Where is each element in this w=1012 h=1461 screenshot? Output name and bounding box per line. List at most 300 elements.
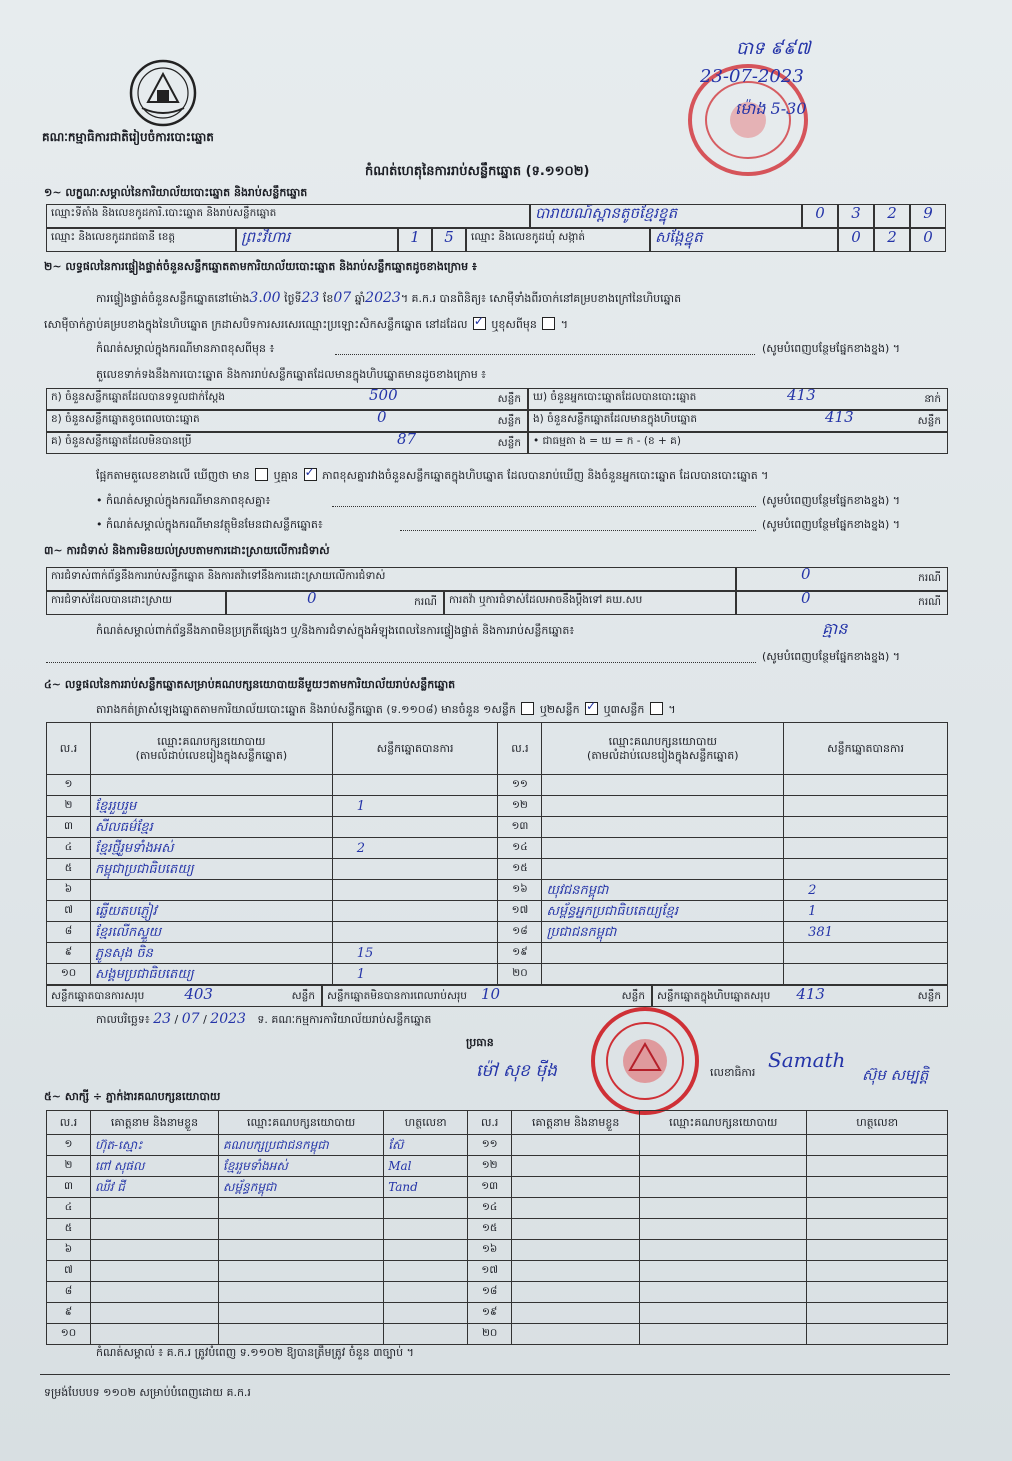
ka-label: ក) ចំនួនសន្លឹកឆ្នោតដែលបានទទួលជាក់ស្ដែង — [51, 391, 226, 403]
s2-p3-text: កំណត់សម្គាល់ក្នុងករណីមានភាពខុសពីមុន ៖ — [96, 342, 275, 355]
gho-value: 413 — [787, 388, 816, 404]
kha-label: ខ) ចំនួនសន្លឹកឆ្នោតខូចពេលបោះឆ្នោត — [51, 413, 200, 425]
wit-name-left — [90, 1324, 218, 1345]
wit-party-left — [219, 1303, 384, 1324]
res-no-right: ១១ — [498, 775, 542, 796]
s2-b2-fill-note: (សូមបំពេញបន្ថែមផ្នែកខាងខ្នង) ។ — [762, 518, 901, 531]
s2-b2-dotline — [400, 530, 756, 531]
res-no-left: ១០ — [47, 964, 91, 985]
section1-heading: ១~ លក្ខណៈសម្គាល់នៃការិយាល័យបោះឆ្នោត និងរាប់សន្លឹកឆ្នោត — [44, 186, 308, 199]
wit-sign-right — [807, 1177, 948, 1198]
gho-label: ឃ) ចំនួនអ្នកបោះឆ្នោតដែលបានបោះឆ្នោត — [533, 391, 697, 403]
s4-intro-c: ឬ៣សន្លឹក — [603, 703, 645, 716]
res-party-left — [91, 880, 333, 901]
gho-unit: នាក់ — [924, 393, 941, 405]
wit-name-left — [90, 1240, 218, 1261]
res-no-right: ១៨ — [498, 922, 542, 943]
wit-party-right — [640, 1261, 807, 1282]
official-seal — [590, 1006, 700, 1116]
wit-sign-right — [807, 1261, 948, 1282]
s2-p5-a: ផ្អែកតាមតួលេខខាងលើ ឃើញថា មាន — [96, 469, 250, 482]
secretary-signature: Samath — [768, 1048, 846, 1072]
results-table — [46, 722, 948, 985]
s2-bullet1: • កំណត់សម្គាល់ក្នុងករណីមានភាពខុសគ្នា៖ — [96, 494, 271, 507]
wit-sign-right — [807, 1303, 948, 1324]
res-party-right — [542, 817, 784, 838]
wit-no-right: ១៥ — [468, 1219, 512, 1240]
wit-sign-right — [807, 1282, 948, 1303]
wit-no-left: ៨ — [47, 1282, 91, 1303]
wit-party-right — [640, 1303, 807, 1324]
s2-p5-b: ឬគ្មាន — [273, 469, 299, 482]
res-no-right: ១៤ — [498, 838, 542, 859]
wit-no-right: ១៦ — [468, 1240, 512, 1261]
s2-bullet2: • កំណត់សម្គាល់ក្នុងករណីមានវត្ថុមិនមែនជាសន្លឹកឆ្នោត៖ — [96, 518, 323, 531]
formula-text: • ជាធម្មតា ង = ឃ = ក - (ខ + គ) — [533, 435, 681, 447]
witness-row — [47, 1324, 948, 1345]
stamp-time-hand: ម៉ោង 5-30 — [735, 99, 807, 118]
wit-col-sign-left: ហត្ថលេខា — [384, 1111, 468, 1135]
wit-sign-right — [807, 1324, 948, 1345]
witness-body — [47, 1135, 948, 1345]
wit-no-right: ២០ — [468, 1324, 512, 1345]
s1-row1-label — [46, 204, 530, 228]
ko-label: គ) ចំនួនសន្លឹកឆ្នោតដែលមិនបានប្រើ — [51, 435, 192, 447]
s3-row2-value — [226, 591, 444, 615]
wit-sign-right — [807, 1156, 948, 1177]
s1-row1-value — [530, 204, 802, 228]
res-votes-right — [784, 964, 948, 985]
wit-party-left — [219, 1261, 384, 1282]
nec-logo — [128, 58, 198, 128]
s1-row1-value-text: បារាយណ៍ស្ពានតូចខ្មែរខ្នុត — [535, 204, 678, 222]
res-party-right: ប្រជាជនកម្ពុជា — [542, 922, 784, 943]
res-votes-right: 381 — [784, 922, 948, 943]
footer-form-note: ទម្រង់បែបបទ ១១០២ សម្រាប់បំពេញដោយ គ.ក.រ — [44, 1386, 251, 1399]
same-checkbox[interactable] — [473, 317, 486, 330]
s1-code1-d4: 9 — [910, 204, 946, 228]
wit-name-left: ពៅ សុផល — [90, 1156, 218, 1177]
wit-col-name-left: គោត្តនាម និងនាមខ្លួន — [90, 1111, 218, 1135]
wit-no-left: ២ — [47, 1156, 91, 1177]
s1-code3-d3: 0 — [910, 228, 946, 252]
s1-row1-label-text: ឈ្មោះទីតាំង និងលេខកូដការិ.បោះឆ្នោត និងរាប់សន្លឹកឆ្នោត — [51, 207, 277, 219]
wit-no-left: ៥ — [47, 1219, 91, 1240]
wit-no-right: ១៨ — [468, 1282, 512, 1303]
s3-r2-label-text: ការជំទាស់ដែលបានដោះស្រាយ — [51, 594, 173, 606]
res-party-right — [542, 775, 784, 796]
wit-party-right — [640, 1240, 807, 1261]
res-no-right: ១៧ — [498, 901, 542, 922]
s4-date-b: ទ. គណៈកម្មការការិយាល័យរាប់សន្លឹកឆ្នោត — [257, 1013, 432, 1026]
wit-name-right — [512, 1219, 640, 1240]
s2-paragraph1 — [96, 291, 681, 306]
s2-p1-e: ។ គ.ក.រ បានពិនិត្យ៖ សោម៉ឺ​ទាំងពីរចាក់នៅគម្របខាងក្រៅនៃហិបឆ្នោត — [400, 292, 682, 305]
witness-row — [47, 1198, 948, 1219]
witness-row — [47, 1261, 948, 1282]
wit-no-right: ១២ — [468, 1156, 512, 1177]
res-no-right: ១៣ — [498, 817, 542, 838]
wit-sign-left — [384, 1303, 468, 1324]
res-no-left: ៥ — [47, 859, 91, 880]
res-party-right: យុវជនកម្ពុជា — [542, 880, 784, 901]
section2-heading: ២~ លទ្ធផលនៃការផ្ទៀងផ្ទាត់ចំនួនសន្លឹកឆ្នោតតាមការិយាល័យបោះឆ្នោត និងរាប់សន្លឹកឆ្នោតដូចខាងក្រោម ៖ — [44, 260, 477, 273]
wit-no-left: ១០ — [47, 1324, 91, 1345]
ka-unit: សន្លឹក — [497, 393, 521, 405]
result-row — [47, 943, 948, 964]
wit-party-left — [219, 1240, 384, 1261]
s3-row2-label — [46, 591, 226, 615]
ko-value: 87 — [397, 432, 417, 448]
res-votes-left — [332, 880, 498, 901]
s2-p1-b: ថ្ងៃទី — [284, 292, 302, 305]
res-votes-left: 15 — [332, 943, 498, 964]
res-party-left: ភ្លូនសុង ចិន — [91, 943, 333, 964]
res-col-no-left: ល.រ — [47, 723, 91, 775]
witness-table — [46, 1110, 948, 1345]
witness-row — [47, 1177, 948, 1198]
kha-value: 0 — [377, 410, 387, 426]
wit-party-right — [640, 1219, 807, 1240]
witness-row — [47, 1240, 948, 1261]
res-votes-left — [332, 817, 498, 838]
res-party-left: ឆ្លើយតបភ្ញៀវ — [91, 901, 333, 922]
s2-p1-c: ខែ — [322, 292, 334, 305]
wit-party-left — [219, 1198, 384, 1219]
result-row — [47, 817, 948, 838]
wit-party-left: គណបក្សប្រជាជនកម្ពុជា — [219, 1135, 384, 1156]
s3-r2-value-b-text: 0 — [801, 591, 811, 607]
res-no-left: ២ — [47, 796, 91, 817]
stamp-number-hand: បាទ ៩៩៧ — [736, 38, 811, 59]
result-row — [47, 838, 948, 859]
res-col-party-right-title: ឈ្មោះគណបក្សនយោបាយ — [608, 734, 717, 748]
wit-party-left: សម្ព័ន្ធកម្ពុជា — [219, 1177, 384, 1198]
res-party-right — [542, 943, 784, 964]
org-name: គណៈកម្មាធិការជាតិរៀបចំការបោះឆ្នោត — [42, 130, 214, 144]
res-votes-right: 1 — [784, 901, 948, 922]
row-ka — [46, 388, 528, 410]
wit-name-right — [512, 1135, 640, 1156]
s2-paragraph3 — [96, 342, 274, 356]
wit-sign-left — [384, 1198, 468, 1219]
wit-sign-left — [384, 1282, 468, 1303]
wit-name-left — [90, 1219, 218, 1240]
s3-row2-label-b — [444, 591, 736, 615]
s1-row2-value — [236, 228, 398, 252]
wit-name-right — [512, 1177, 640, 1198]
s1-code2-d2: 5 — [432, 228, 466, 252]
s4-intro-b: ឬ២សន្លឹក — [539, 703, 580, 716]
s2-p1-a: ការផ្ទៀងផ្ទាត់ចំនួនសន្លឹកឆ្នោតនៅម៉ោង — [96, 292, 250, 305]
s4-date-year: 2023 — [210, 1011, 246, 1027]
res-party-right — [542, 796, 784, 817]
res-votes-right: 2 — [784, 880, 948, 901]
wit-no-right: ១៣ — [468, 1177, 512, 1198]
wit-col-name-right: គោត្តនាម និងនាមខ្លួន — [512, 1111, 640, 1135]
ngo-unit: សន្លឹក — [917, 415, 941, 427]
res-no-left: ៨ — [47, 922, 91, 943]
wit-sign-left — [384, 1219, 468, 1240]
secretary-name: ស៊ុម សម្បត្តិ — [862, 1066, 929, 1084]
res-party-right: សម្ព័ន្ធអ្នកប្រជាធិបតេយ្យខ្មែរ — [542, 901, 784, 922]
s1-row2-value-text: ព្រះវិហារ — [241, 228, 291, 246]
wit-no-left: ៤ — [47, 1198, 91, 1219]
chair-signature: ម៉ៅ សុខ ម៉ីង — [476, 1061, 557, 1081]
section5-heading: ៥~ សាក្សី ÷ ភ្នាក់ងារគណបក្សនយោបាយ — [44, 1090, 221, 1103]
total-box — [652, 985, 948, 1007]
s3-r2-value-text: 0 — [307, 591, 317, 607]
wit-sign-right — [807, 1198, 948, 1219]
wit-sign-left — [384, 1240, 468, 1261]
section3-heading: ៣~ ការជំទាស់ និងការមិនយល់ស្របតាមការដោះស្រាយលើការជំទាស់ — [44, 544, 330, 557]
wit-no-left: ៩ — [47, 1303, 91, 1324]
result-row — [47, 922, 948, 943]
res-party-left: សីលធម៌ខ្មែរ — [91, 817, 333, 838]
row-formula — [528, 432, 948, 454]
wit-no-right: ១១ — [468, 1135, 512, 1156]
wit-party-right — [640, 1198, 807, 1219]
s3-r1-label-text: ការជំទាស់ពាក់ព័ន្ធនឹងការរាប់សន្លឹកឆ្នោត និងការតវ៉ាទៅនឹងការដោះស្រាយលើការជំទាស់ — [51, 570, 386, 582]
res-col-party-right — [542, 723, 784, 775]
different-checkbox[interactable] — [542, 317, 555, 330]
res-votes-right — [784, 817, 948, 838]
s5-note: កំណត់សម្គាល់ ៖ គ.ក.រ ត្រូវបំពេញ ទ.១១០២ ឱ្យបានត្រឹមត្រូវ ចំនួន ៣ច្បាប់ ។ — [96, 1346, 414, 1359]
stamp-date-hand: 23-07-2023 — [700, 66, 804, 87]
ko-unit: សន្លឹក — [497, 437, 521, 449]
wit-name-right — [512, 1303, 640, 1324]
s2-paragraph5 — [96, 468, 768, 483]
s3-fill-note: (សូមបំពេញបន្ថែមផ្នែកខាងខ្នង) ។ — [762, 650, 901, 663]
res-votes-right — [784, 859, 948, 880]
s1-row2-label-b — [466, 228, 650, 252]
wit-name-left: ឈីវ ជី — [90, 1177, 218, 1198]
wit-name-left: ហ៊ុត-ស្មោះ — [90, 1135, 218, 1156]
s2-paragraph4: តួលេខទាក់ទងនឹងការបោះឆ្នោត និងការរាប់សន្លឹកឆ្នោតដែលមានក្នុងហិបឆ្នោតមានដូចខាងក្រោម ៖ — [96, 368, 487, 381]
s4-date-a: កាលបរិច្ឆេទ៖ — [96, 1013, 150, 1026]
s2-p3-fill-note: (សូមបំពេញបន្ថែមផ្នែកខាងខ្នង) ។ — [762, 342, 901, 355]
no-difference-checkbox[interactable] — [304, 468, 317, 481]
s2-b1-fill-note: (សូមបំពេញបន្ថែមផ្នែកខាងខ្នង) ។ — [762, 494, 901, 507]
section4-heading: ៤~ លទ្ធផលនៃការរាប់សន្លឹកឆ្នោតសម្រាប់គណបក្សនយោបាយនីមួយៗតាមការិយាល័យរាប់សន្លឹកឆ្នោត — [44, 678, 456, 691]
res-votes-left — [332, 901, 498, 922]
wit-no-left: ៧ — [47, 1261, 91, 1282]
s2-p1-d: ឆ្នាំ — [354, 292, 366, 305]
total-valid-label: សន្លឹកឆ្នោតបានការសរុប — [51, 990, 145, 1002]
s2-p1-time: 3.00 — [249, 290, 281, 306]
footer-divider — [40, 1374, 950, 1375]
wit-col-party-right: ឈ្មោះគណបក្សនយោបាយ — [640, 1111, 807, 1135]
s3-r1-unit: ករណី — [918, 572, 941, 584]
wit-sign-right — [807, 1240, 948, 1261]
s3-r2-label-b-text: ការតវ៉ា ឬការជំទាស់ដែលអាចនឹងប្ដឹងទៅ គឃ.សប — [449, 594, 643, 606]
chair-label: ប្រធាន — [466, 1036, 494, 1049]
row-ko — [46, 432, 528, 454]
s4-intro: តារាងកត់ត្រាសំឡេងឆ្នោតតាមការិយាល័យបោះឆ្នោត និងរាប់សន្លឹកឆ្នោត (ទ.១១០៨) មានចំនួន ១សន្លឹក ឬ២សន្លឹក ✓ ឬ៣សន្លឹក ។ — [96, 702, 676, 717]
wit-sign-left: Tand — [384, 1177, 468, 1198]
wit-name-left — [90, 1303, 218, 1324]
s2-p2-opt1: ឬខុសពីមុន — [491, 318, 537, 331]
wit-name-right — [512, 1198, 640, 1219]
wit-col-sign-right: ហត្ថលេខា — [807, 1111, 948, 1135]
s1-row2-value-b — [650, 228, 838, 252]
wit-sign-left: ស៊ែ — [384, 1135, 468, 1156]
s3-row1-value — [736, 567, 948, 591]
result-row — [47, 859, 948, 880]
total-box-label: សន្លឹកឆ្នោតក្នុងហិបឆ្នោតសរុប — [657, 990, 771, 1002]
res-no-left: ១ — [47, 775, 91, 796]
ngo-label: ង) ចំនួនសន្លឹកឆ្នោតដែលមានក្នុងហិបឆ្នោត — [533, 413, 698, 425]
res-votes-right — [784, 775, 948, 796]
s2-b1-dotline — [332, 506, 756, 507]
result-row — [47, 775, 948, 796]
s1-code3-d1: 0 — [838, 228, 874, 252]
wit-sign-left — [384, 1261, 468, 1282]
wit-party-right — [640, 1156, 807, 1177]
res-no-left: ៦ — [47, 880, 91, 901]
ka-value: 500 — [369, 388, 398, 404]
result-row — [47, 796, 948, 817]
kha-unit: សន្លឹក — [497, 415, 521, 427]
wit-party-right — [640, 1177, 807, 1198]
s1-code1-d3: 2 — [874, 204, 910, 228]
res-party-left — [91, 775, 333, 796]
witness-row — [47, 1219, 948, 1240]
wit-name-right — [512, 1156, 640, 1177]
total-valid-value: 403 — [184, 985, 213, 1003]
res-votes-left — [332, 922, 498, 943]
row-gho — [528, 388, 948, 410]
res-no-left: ៩ — [47, 943, 91, 964]
wit-col-party-left: ឈ្មោះគណបក្សនយោបាយ — [219, 1111, 384, 1135]
wit-sign-right — [807, 1219, 948, 1240]
s4-date-line: កាលបរិច្ឆេទ៖ 23 / 07 / 2023 ទ. គណៈកម្មការការិយាល័យរាប់សន្លឹកឆ្នោត — [96, 1011, 432, 1027]
res-no-right: ១៦ — [498, 880, 542, 901]
res-party-right — [542, 859, 784, 880]
one-sheet-checkbox[interactable] — [521, 702, 534, 715]
s2-paragraph2: សោម៉ឺ​ចាក់ភ្ជាប់គម្របខាងក្នុងនៃហិបឆ្នោត ក្រដាសបិទការសរសេរឈ្មោះប្រឡោះសិកសន្លឹកឆ្នោត នៅដដែល ✓ ឬខុសពីមុន ។ — [44, 317, 568, 332]
s3-row1-label — [46, 567, 736, 591]
s3-r2-b-unit: ករណី — [918, 596, 941, 608]
s2-p1-year: 2023 — [365, 290, 401, 306]
s3-note-dotline — [46, 662, 756, 663]
result-row — [47, 880, 948, 901]
witness-row — [47, 1135, 948, 1156]
s1-code3-d2: 2 — [874, 228, 910, 252]
row-ngo — [528, 410, 948, 432]
wit-party-left — [219, 1282, 384, 1303]
res-col-party-left-title: ឈ្មោះគណបក្សនយោបាយ — [157, 734, 266, 748]
s1-row2-value-b-text: សង្កែខ្នុត — [655, 228, 703, 246]
witness-row — [47, 1156, 948, 1177]
wit-name-right — [512, 1324, 640, 1345]
wit-name-left — [90, 1282, 218, 1303]
wit-no-left: ៣ — [47, 1177, 91, 1198]
wit-name-right — [512, 1261, 640, 1282]
wit-party-left — [219, 1324, 384, 1345]
res-votes-left: 2 — [332, 838, 498, 859]
s2-p3-dotline — [335, 354, 755, 355]
res-votes-left: 1 — [332, 964, 498, 985]
res-votes-left: 1 — [332, 796, 498, 817]
wit-no-right: ១៤ — [468, 1198, 512, 1219]
s1-code1-d1: 0 — [802, 204, 838, 228]
wit-col-no-right: ល.រ — [468, 1111, 512, 1135]
s1-code2-d1: 1 — [398, 228, 432, 252]
wit-no-left: ៦ — [47, 1240, 91, 1261]
s3-r2-unit: ករណី — [414, 596, 437, 608]
three-sheets-checkbox[interactable] — [650, 702, 663, 715]
result-row — [47, 964, 948, 985]
res-no-right: ២០ — [498, 964, 542, 985]
total-valid — [46, 985, 322, 1007]
s4-date-day: 23 — [153, 1011, 172, 1027]
s4-date-month: 07 — [181, 1011, 200, 1027]
witness-row — [47, 1303, 948, 1324]
res-party-left: កម្ពុជាប្រជាធិបតេយ្យ — [91, 859, 333, 880]
total-invalid-label: សន្លឹកឆ្នោតមិនបានការពេលរាប់សរុប — [327, 990, 467, 1002]
s3-row2-value-b — [736, 591, 948, 615]
s3-note: កំណត់សម្គាល់ពាក់ព័ន្ធនឹងភាពមិនប្រក្រតីផ្សេងៗ ឬ/និងការជំទាស់ក្នុងអំឡុងពេលនៃការផ្ទៀងផ្ទាត់ និងការរាប់សន្លឹកឆ្នោត៖ — [96, 624, 575, 637]
s1-row2-label-text: ឈ្មោះ និងលេខកូដរាជធានី ខេត្ត — [51, 231, 176, 243]
wit-party-right — [640, 1324, 807, 1345]
wit-no-left: ១ — [47, 1135, 91, 1156]
res-party-left: សង្គមប្រជាធិបតេយ្យ — [91, 964, 333, 985]
total-invalid-unit: សន្លឹក — [621, 990, 645, 1002]
wit-party-left: ខ្មែររួមទាំងអស់ — [219, 1156, 384, 1177]
res-votes-right — [784, 943, 948, 964]
res-party-left: ខ្មែរថ្មីរួមទាំងអស់ — [91, 838, 333, 859]
s4-intro-a: តារាងកត់ត្រាសំឡេងឆ្នោតតាមការិយាល័យបោះឆ្នោត និងរាប់សន្លឹកឆ្នោត (ទ.១១០៨) មានចំនួន ១សន្លឹក — [96, 703, 516, 716]
res-votes-right — [784, 796, 948, 817]
two-sheets-checkbox[interactable] — [585, 702, 598, 715]
res-col-party-right-sub: (តាមលំដាប់លេខរៀងក្នុងសន្លឹកឆ្នោត) — [587, 748, 739, 762]
s1-code1-d2: 3 — [838, 204, 874, 228]
s3-r1-value-text: 0 — [801, 567, 811, 583]
s1-row2-label-b-text: ឈ្មោះ និងលេខកូដឃុំ សង្កាត់ — [471, 231, 586, 243]
wit-no-right: ១៧ — [468, 1261, 512, 1282]
res-party-left: ខ្មែររួបរួម — [91, 796, 333, 817]
total-invalid — [322, 985, 652, 1007]
wit-sign-right — [807, 1135, 948, 1156]
res-no-right: ១២ — [498, 796, 542, 817]
s2-p2-text: សោម៉ឺ​ចាក់ភ្ជាប់គម្របខាងក្នុងនៃហិបឆ្នោត ក្រដាសបិទការសរសេរឈ្មោះប្រឡោះសិកសន្លឹកឆ្នោត នៅដដែល — [44, 318, 468, 331]
res-votes-left — [332, 775, 498, 796]
res-party-right — [542, 964, 784, 985]
wit-party-right — [640, 1135, 807, 1156]
witness-row — [47, 1282, 948, 1303]
wit-name-right — [512, 1282, 640, 1303]
res-col-party-left — [91, 723, 333, 775]
total-valid-unit: សន្លឹក — [291, 990, 315, 1002]
total-box-value: 413 — [796, 985, 825, 1003]
res-no-right: ១៥ — [498, 859, 542, 880]
total-invalid-value: 10 — [480, 985, 501, 1003]
s1-row2-label — [46, 228, 236, 252]
s2-p1-month: 07 — [333, 290, 352, 306]
row-kha — [46, 410, 528, 432]
ngo-value: 413 — [825, 410, 854, 426]
res-no-right: ១៩ — [498, 943, 542, 964]
res-no-left: ៣ — [47, 817, 91, 838]
res-col-no-right: ល.រ — [498, 723, 542, 775]
wit-name-right — [512, 1240, 640, 1261]
results-body — [47, 775, 948, 985]
total-box-unit: សន្លឹក — [917, 990, 941, 1002]
has-difference-checkbox[interactable] — [255, 468, 268, 481]
res-no-left: ៧ — [47, 901, 91, 922]
res-col-party-left-sub: (តាមលំដាប់លេខរៀងក្នុងសន្លឹកឆ្នោត) — [135, 748, 288, 762]
